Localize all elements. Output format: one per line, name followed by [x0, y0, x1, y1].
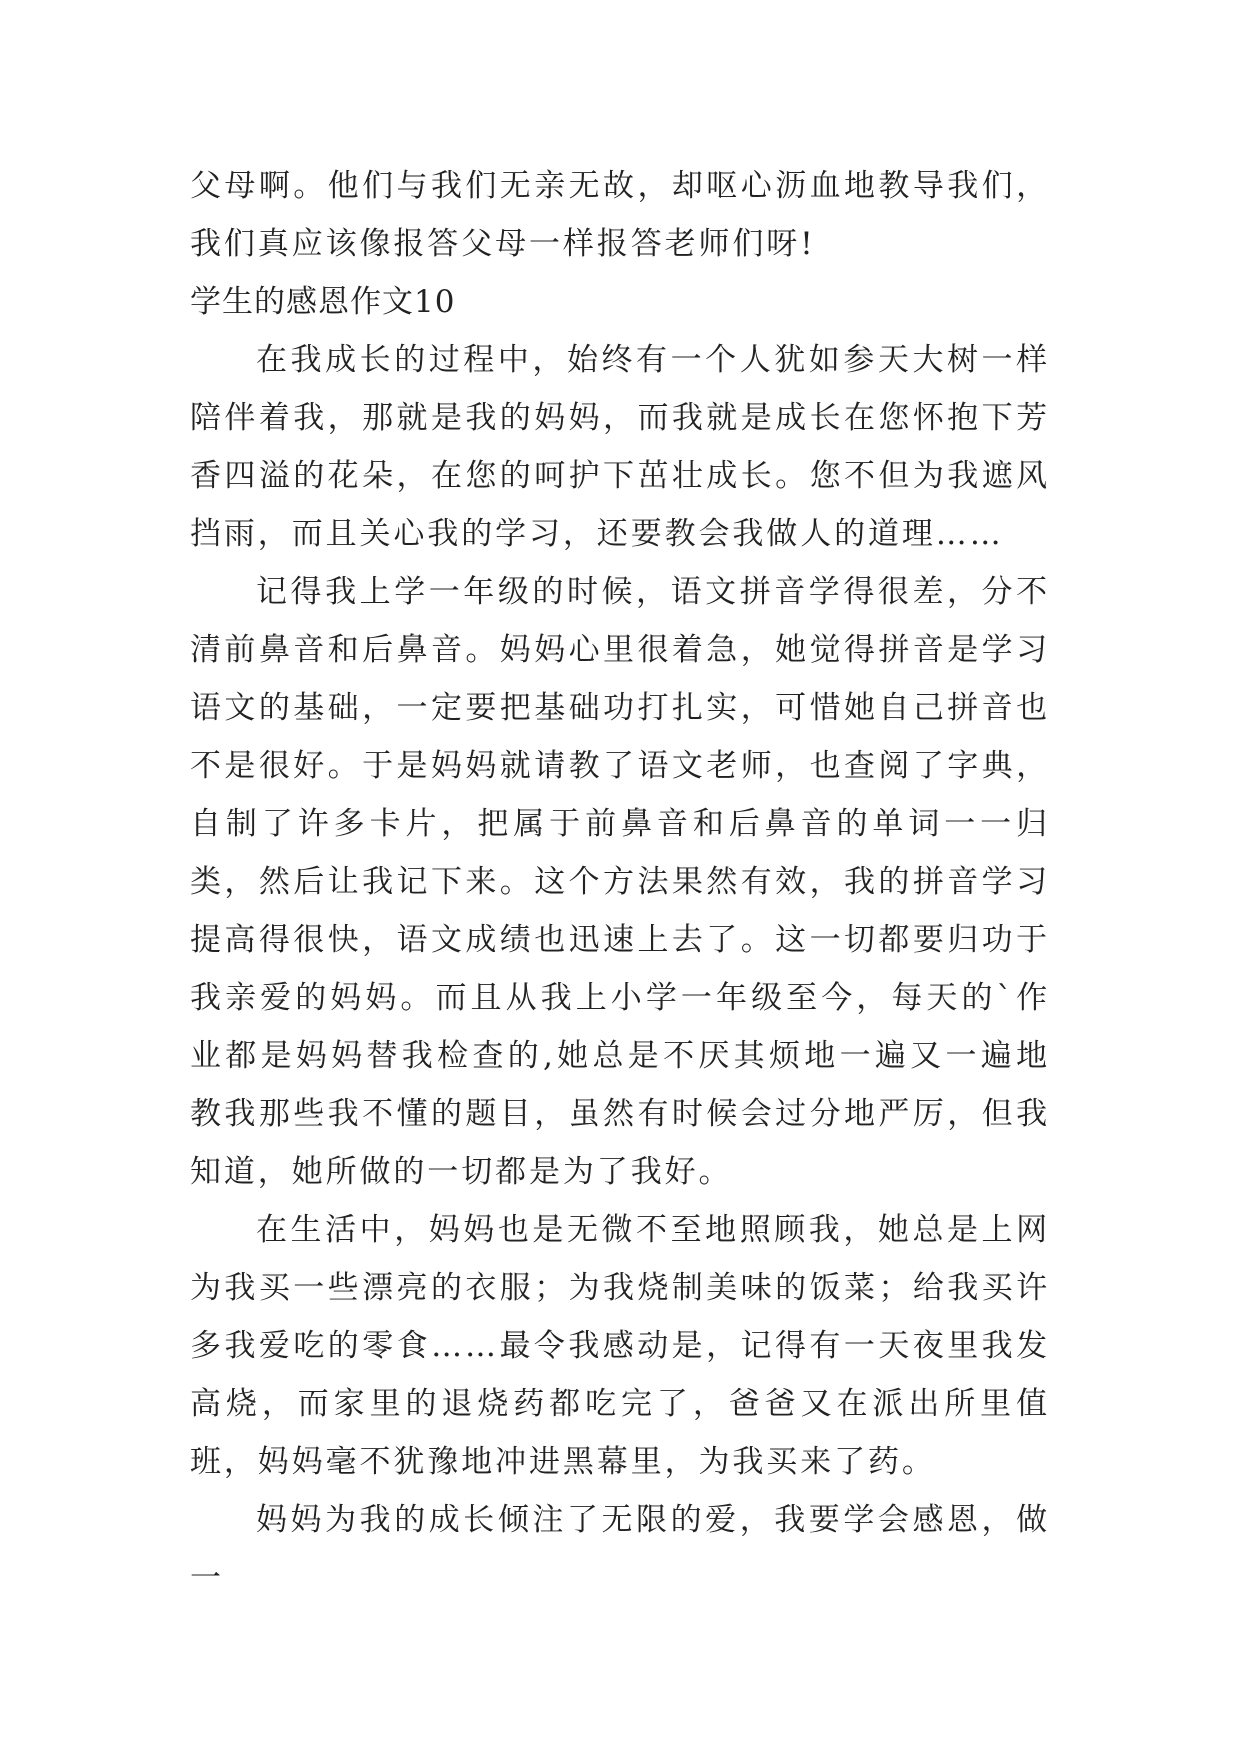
paragraph: 在我成长的过程中，始终有一个人犹如参天大树一样陪伴着我，那就是我的妈妈，而我就是成长在您怀抱下芳香四溢的花朵，在您的呵护下茁壮成长。您不但为我遮风挡雨，而且关心我的学习，还要教会我做人的道理……: [190, 342, 1050, 552]
document-page: [190, 157, 1050, 1607]
paragraph: 记得我上学一年级的时候，语文拼音学得很差，分不清前鼻音和后鼻音。妈妈心里很着急，她觉得拼音是学习语文的基础，一定要把基础功打扎实，可惜她自己拼音也不是很好。于是妈妈就请教了语文老师，也查阅了字典，自制了许多卡片，把属于前鼻音和后鼻音的单词一一归类，然后让我记下来。这个方法果然有效，我的拼音学习提高得很快，语文成绩也迅速上去了。这一切都要归功于我亲爱的妈妈。而且从我上小学一年级至今，每天的`作业都是妈妈替我检查的,她总是不厌其烦地一遍又一遍地教我那些我不懂的题目，虽然有时候会过分地严厉，但我知道，她所做的一切都是为了我好。: [190, 574, 1050, 1190]
paragraph: 妈妈为我的成长倾注了无限的爱，我要学会感恩，做一: [190, 1502, 1050, 1596]
essay-heading: 学生的感恩作文10: [190, 284, 456, 320]
continued-paragraph: 父母啊。他们与我们无亲无故，却呕心沥血地教导我们，我们真应该像报答父母一样报答老师们呀!: [190, 168, 1050, 262]
paragraph: 在生活中，妈妈也是无微不至地照顾我，她总是上网为我买一些漂亮的衣服；为我烧制美味的饭菜；给我买许多我爱吃的零食……最令我感动是，记得有一天夜里我发高烧，而家里的退烧药都吃完了，爸爸又在派出所里值班，妈妈毫不犹豫地冲进黑幕里，为我买来了药。: [190, 1212, 1050, 1480]
